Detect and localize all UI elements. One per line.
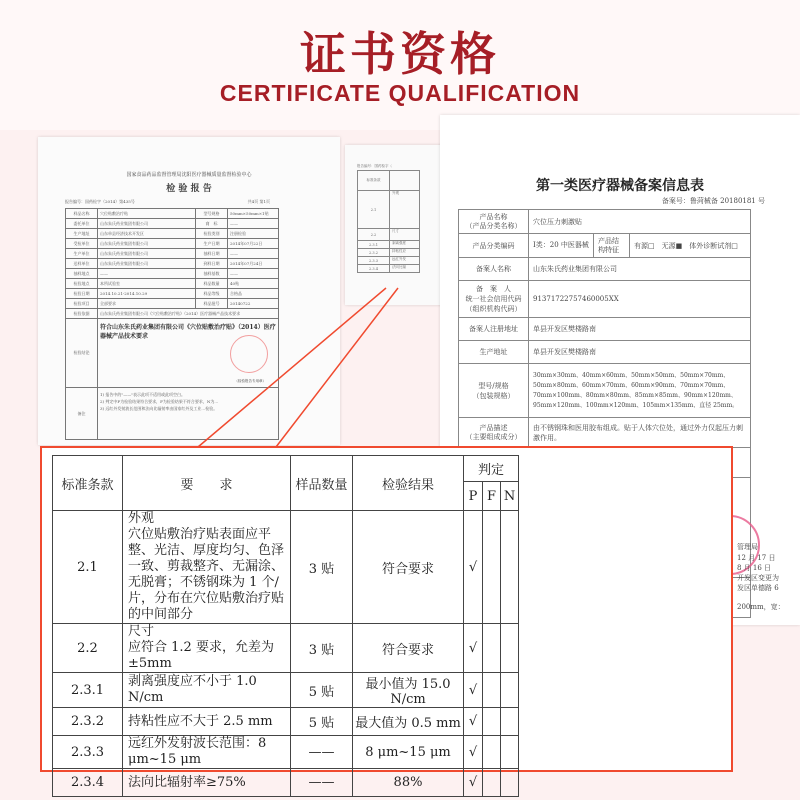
- requirement-text: 剥离强度应不小于 1.0 N/cm: [128, 674, 257, 705]
- record-title: 第一类医疗器械备案信息表: [536, 178, 704, 194]
- na-mark: [501, 511, 519, 624]
- pass-mark: √: [464, 736, 483, 769]
- report-title: 检 验 报 告: [166, 184, 212, 194]
- report-page2-row: 2.3.2 持粘性应: [358, 249, 420, 257]
- fail-mark: [483, 624, 501, 673]
- qty-cell: ——: [291, 769, 353, 797]
- report-conclusion-row: 检验结论 符合山东朱氏药业集团有限公司《穴位贴敷治疗贴》（2014）医疗器械产品技术要求 （检验报告专用章）: [66, 319, 279, 388]
- clause-cell: 2.3.1: [53, 673, 123, 708]
- report-field-value: 山东单县经济技术开发区: [98, 229, 196, 239]
- result-cell: 最大值为 0.5 mm: [353, 708, 464, 736]
- table-row: [53, 673, 519, 708]
- pass-mark: √: [464, 624, 483, 673]
- report-field-value: 2014年07月22日: [228, 239, 279, 249]
- pass-mark: √: [464, 511, 483, 624]
- report-field-label: 生产日期: [196, 239, 228, 249]
- record-table: 产品名称 （产品分类名称） 穴位压力刺激贴 产品分类编码 Ⅰ类：20 中医器械 产品结构特征 有源□ 无源■ 体外诊断试剂□ 备案人名称 山东朱氏药业集团有限公司 备 案 人 统一社会信用代码 （组织机构代码） 91371722757460005XX 备案人注册地址 单县开发区樊楼路南 生产地址 单县开发区樊楼路南 型号/规格 （包装规格） 30mm×30mm、40mm×60mm、50mm×50mm、50mm×70mm、50mm×80mm、60mm×70mm、60mm×90mm、70mm×70mm、70mm×100mm、80mm×80mm、85mm×85mm、90mm×120mm、95mm×120mm、100mm×120mm、105mm×135mm、直径 25mm。 产品描述 （主要组成成分） 由不锈钢珠和医用胶布组成。贴于人体穴位处，通过外力仅起压力刺激作用。: [458, 209, 751, 618]
- report-field-value: ——: [228, 249, 279, 259]
- clause-cell: 2.2: [53, 624, 123, 673]
- callout-line-left: [198, 288, 386, 447]
- report-field-value: 本所试验室: [98, 279, 196, 289]
- requirement-cell: [123, 708, 291, 736]
- report-field-label: 委托单位: [66, 219, 98, 229]
- qty-cell: 3 贴: [291, 624, 353, 673]
- report-page: 共4页 第1页: [247, 199, 270, 204]
- qty-cell: ——: [291, 736, 353, 769]
- clause-cell: 2.1: [53, 511, 123, 624]
- result-cell: 符合要求: [353, 624, 464, 673]
- report-field-label: 检验地点: [66, 279, 98, 289]
- requirement-text: 应符合 1.2 要求，允差为±5mm: [128, 640, 274, 671]
- fail-mark: [483, 708, 501, 736]
- report-page2-row: 标准条款: [358, 171, 420, 191]
- fail-mark: [483, 511, 501, 624]
- pass-mark: √: [464, 673, 483, 708]
- table-row: [53, 708, 519, 736]
- clause-cell: 2.3.4: [53, 769, 123, 797]
- report-field-label: 样品名称: [66, 209, 98, 219]
- pass-mark: √: [464, 708, 483, 736]
- requirement-text: 法向比辐射率≥75%: [128, 774, 246, 790]
- result-cell: 符合要求: [353, 511, 464, 624]
- table-row: [53, 624, 519, 673]
- report-field-label: 抽样日期: [196, 249, 228, 259]
- report-field-label: 到样日期: [196, 259, 228, 269]
- result-cell: 8 μm~15 μm: [353, 736, 464, 769]
- requirement-text: 穴位贴敷治疗贴表面应平整、光洁、厚度均匀、色泽一致、剪裁整齐、无漏涂、无脱膏；不锈钢珠为 1 个/片，分布在穴位贴敷治疗贴的中间部分: [128, 527, 285, 622]
- report-field-value: 20140722: [228, 299, 279, 309]
- requirement-title: 尺寸: [128, 624, 155, 639]
- qty-cell: 3 贴: [291, 511, 353, 624]
- report-field-value: 山东朱氏药业集团有限公司: [98, 219, 196, 229]
- report-number: 报告编号：国药检字（2014）第435号: [65, 199, 135, 204]
- requirement-text: 远红外发射波长范围：8 μm~15 μm: [128, 736, 267, 767]
- na-mark: [501, 673, 519, 708]
- zoomed-test-results: [40, 446, 733, 790]
- report-field-label: 商 标: [196, 219, 228, 229]
- report-page2-row: 2.3.4 法向比辐: [358, 265, 420, 273]
- fail-mark: [483, 673, 501, 708]
- table-row: [53, 769, 519, 797]
- report-basis-row: 检验依据 山东朱氏药业集团有限公司《穴位贴敷治疗贴》（2014）医疗器械产品技术要求: [66, 309, 279, 319]
- inspection-report-page2: 报告编号：国药检字（ 标准条款 2.1 外观 2.2 尺寸 2.3.1 剥离强度 2.3.2 持粘性应 2.3.3 远红外发 2.3.4 法向比辐: [345, 145, 445, 305]
- report-field-label: 生产地址: [66, 229, 98, 239]
- report-field-value: 穴位贴敷治疗贴: [98, 209, 196, 219]
- report-field-label: 检验项目: [66, 299, 98, 309]
- page-title: 证书资格: [300, 27, 500, 81]
- report-field-value: 山东朱氏药业集团有限公司: [98, 249, 196, 259]
- report-field-value: 2014.10.21-2014.10.29: [98, 289, 196, 299]
- fail-mark: [483, 736, 501, 769]
- callout-line-right: [276, 288, 398, 447]
- report-remarks-row: 备注 1) 报告中的"——"表示此项不适用或此项空白。 2) 判定中P为检验结果符合要求，F为检验结果不符合要求，N为... 3) 远红外发射波长范围和法向比辐射率由国家红外及工业...检验。: [66, 388, 279, 440]
- pass-mark: √: [464, 769, 483, 797]
- report-field-label: 样品批号: [196, 299, 228, 309]
- na-mark: [501, 708, 519, 736]
- report-field-value: ——: [228, 219, 279, 229]
- report-field-label: 生产单位: [66, 249, 98, 259]
- requirement-title: 外观: [128, 511, 155, 526]
- report-field-label: 样品等级: [196, 289, 228, 299]
- report-field-value: 合格品: [228, 289, 279, 299]
- report-field-label: 检验类别: [196, 229, 228, 239]
- qty-cell: 5 贴: [291, 673, 353, 708]
- clause-cell: 2.3.3: [53, 736, 123, 769]
- report-field-value: 山东朱氏药业集团有限公司: [98, 239, 196, 249]
- requirement-cell: [123, 673, 291, 708]
- requirement-cell: [123, 736, 291, 769]
- report-field-label: 样品数量: [196, 279, 228, 289]
- report-field-label: 抽样基数: [196, 269, 228, 279]
- table-row: [53, 511, 519, 624]
- na-mark: [501, 769, 519, 797]
- table-header-row: 标准条款 要 求 样品数量 检验结果 判定: [53, 456, 519, 482]
- report-field-value: 2014年07月24日: [228, 259, 279, 269]
- report-page2-row: 2.1 外观: [358, 191, 420, 229]
- report-agency: 国家食品药品监督管理局沈阳医疗器械质量监督检验中心: [126, 172, 252, 178]
- clause-cell: 2.3.2: [53, 708, 123, 736]
- report-field-value: 注册检验: [228, 229, 279, 239]
- report-page2-row: 2.3.1 剥离强度: [358, 241, 420, 249]
- result-cell: 88%: [353, 769, 464, 797]
- report-field-value: ——: [98, 269, 196, 279]
- report-field-label: 送样单位: [66, 259, 98, 269]
- report-field-value: 全部要求: [98, 299, 196, 309]
- test-results-table: 标准条款 要 求 样品数量 检验结果 判定 P F N 2.1 外观 穴位贴敷治疗贴表面应平整、光洁、厚度均匀、色泽一致、剪裁整齐、无漏涂、无脱膏；不锈钢珠为 1 个/片，分布在穴位贴敷治疗贴的中间部分 3 贴 符合要求 √ 2.2 尺寸 应符合 1.2 要求，允差为±5mm 3 贴 符合要求 √ 2.3.1 剥离强度应不小于 1.0 N/cm 5 贴 最小值为 15.0 N/cm √ 2.3.2 持粘性应不大于 2.5 mm 5 贴 最大值为 0.5 mm √ 2.3.3 远红外发射波长范围：8 μm~15 μm —— 8 μm~15 μm √ 2.3.4 法向比辐射率≥75% —— 88% √: [52, 455, 519, 797]
- report-field-value: 山东朱氏药业集团有限公司: [98, 259, 196, 269]
- qty-cell: 5 贴: [291, 708, 353, 736]
- report-field-label: 抽样地点: [66, 269, 98, 279]
- report-page2-row: 2.2 尺寸: [358, 229, 420, 241]
- report-field-label: 受检单位: [66, 239, 98, 249]
- report-page2-row: 2.3.3 远红外发: [358, 257, 420, 265]
- report-field-value: 50mm×50mm×1贴: [228, 209, 279, 219]
- report-field-label: 型号规格: [196, 209, 228, 219]
- fail-mark: [483, 769, 501, 797]
- table-row: [53, 736, 519, 769]
- na-mark: [501, 736, 519, 769]
- requirement-cell: [123, 511, 291, 624]
- stamp-note: （检验报告专用章）: [234, 379, 266, 383]
- requirement-text: 持粘性应不大于 2.5 mm: [128, 713, 273, 729]
- report-field-value: 40贴: [228, 279, 279, 289]
- page-subtitle: CERTIFICATE QUALIFICATION: [219, 80, 581, 106]
- report-field-label: 检验日期: [66, 289, 98, 299]
- result-cell: 最小值为 15.0 N/cm: [353, 673, 464, 708]
- report-conclusion: 符合山东朱氏药业集团有限公司《穴位贴敷治疗贴》（2014）医疗器械产品技术要求: [100, 324, 276, 340]
- requirement-cell: [123, 624, 291, 673]
- requirement-cell: [123, 769, 291, 797]
- na-mark: [501, 624, 519, 673]
- record-number: 备案号：鲁菏械备 20180181 号: [661, 197, 765, 205]
- report-field-value: ——: [228, 269, 279, 279]
